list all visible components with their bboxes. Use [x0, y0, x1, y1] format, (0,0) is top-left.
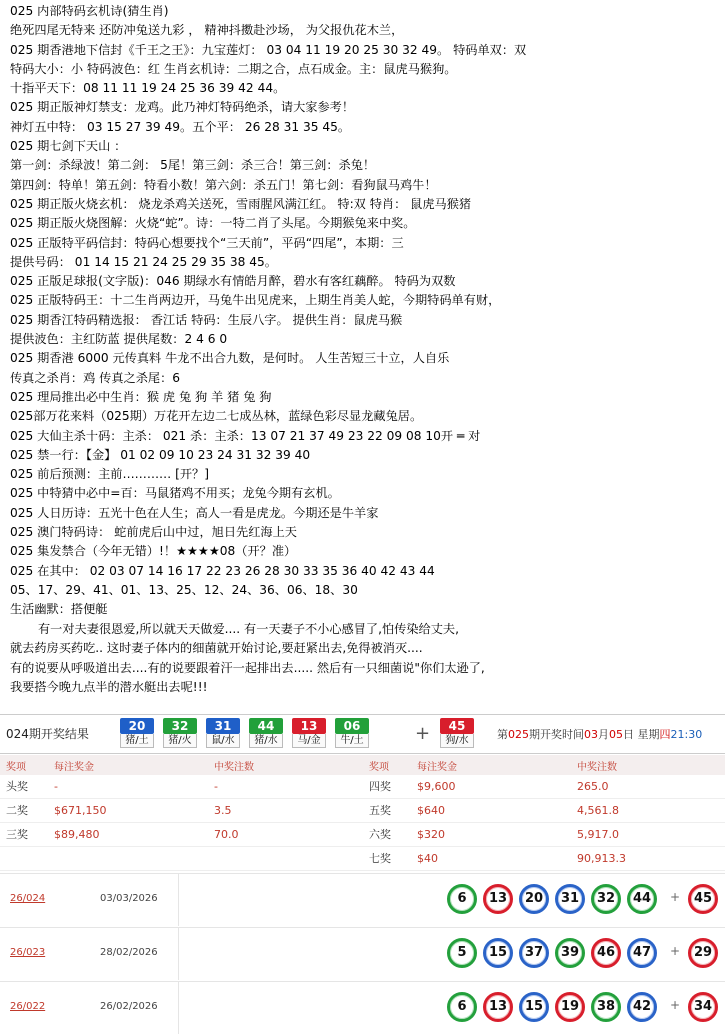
text-line: 绝死四尾无特来 还防冲兔送九彩 ， 精神抖擞赴沙场， 为父报仇花木兰， — [10, 23, 404, 38]
prize-name: 五奖 — [363, 798, 411, 822]
draw-ball: 47 — [627, 938, 657, 968]
prediction-lines — [10, 2, 725, 620]
text-line: 第一剑：杀绿波！第二剑： 5尾！第三剑：杀三合！第三剑：杀兔！ — [10, 158, 376, 173]
draw-ball: 37 — [519, 938, 549, 968]
prize-money: $640 — [411, 798, 571, 822]
draw-row — [0, 873, 725, 926]
prize-table-header — [0, 755, 725, 775]
prize-name: 二奖 — [0, 798, 48, 822]
joke-line: 就去药房买药吃.. 这时妻子体内的细菌就开始讨论,要赶紧出去,免得被消灭.... — [10, 641, 423, 656]
text-line: 025 期香港地下信封《千王之王》：九宝莲灯： 03 04 11 19 20 25 30 32 49。 特码单双：双 — [10, 42, 527, 57]
joke-line: 有一对夫妻很恩爱,所以就天天做爱.... 有一天妻子不小心感冒了,怕传染给丈夫, — [38, 621, 459, 636]
draw-ball: 5 — [447, 938, 477, 968]
text-line: 05、17、29、41、01、13、25、12、24、36、06、18、30 — [10, 582, 358, 597]
text-line: 025 禁一行：【金】 01 02 09 10 23 24 31 32 39 40 — [10, 447, 311, 462]
draw-divider — [178, 874, 179, 926]
draw-divider — [178, 982, 179, 1034]
text-line: 提供号码： 01 14 15 21 24 25 29 35 38 45。 — [10, 254, 277, 269]
draw-plus: + — [670, 998, 681, 1012]
prize-name: 三奖 — [0, 822, 48, 846]
result-ball-number: 20 — [120, 718, 154, 734]
draw-date: 26/02/2026 — [100, 1001, 158, 1012]
text-line: 025 理局推出必中生肖：猴 虎 兔 狗 羊 猪 兔 狗 — [10, 389, 272, 404]
draw-ball: 39 — [555, 938, 585, 968]
special-ball-number: 45 — [440, 718, 474, 734]
draw-date: 28/02/2026 — [100, 947, 158, 958]
draw-plus: + — [670, 944, 681, 958]
prize-count: - — [208, 775, 363, 798]
special-ball-zodiac: 狗/水 — [440, 734, 474, 748]
result-ball-number: 06 — [335, 718, 369, 734]
draw-ball: 42 — [627, 992, 657, 1022]
result-ball — [163, 718, 197, 749]
draw-ball: 46 — [591, 938, 621, 968]
draw-ball: 32 — [591, 884, 621, 914]
draw-ball: 13 — [483, 884, 513, 914]
prize-name: 七奖 — [363, 846, 411, 870]
draw-special-ball: 45 — [688, 884, 718, 914]
text-line: 025 正版特平码信封：特码心想要找个“三天前”，平码“四尾”，本期：三 — [10, 235, 404, 250]
result-ball — [206, 718, 240, 749]
draw-ball: 15 — [483, 938, 513, 968]
draw-history — [0, 873, 725, 1033]
text-line: 神灯五中特： 03 15 27 39 49。五个平： 26 28 31 35 45。 — [10, 119, 351, 134]
latest-result-bar — [0, 714, 725, 754]
result-ball-zodiac: 猪/火 — [163, 734, 197, 748]
prize-count: 90,913.3 — [571, 846, 725, 870]
joke-line: 有的说要从呼吸道出去....有的说要跟着汗一起排出去..... 然后有一只细菌说"你们太逊了, — [10, 660, 485, 675]
result-plus: + — [415, 723, 431, 744]
text-line: 第四剑：特单！第五剑：特看小数！第六剑：杀五门！第七剑：看狗鼠马鸡牛！ — [10, 177, 437, 192]
text-line: 025 内部特码玄机诗(猜生肖) — [10, 4, 169, 18]
text-line: 025 澳门特码诗： 蛇前虎后山中过，旭日先红海上天 — [10, 525, 297, 540]
draw-issue-link[interactable]: 26/024 — [10, 893, 46, 904]
joke-line: 我要搭今晚九点半的潜水艇出去呢!!! — [10, 680, 208, 695]
prize-name: 四奖 — [363, 775, 411, 798]
draw-ball: 38 — [591, 992, 621, 1022]
result-ball-zodiac: 猪/土 — [120, 734, 154, 748]
result-ball — [292, 718, 326, 749]
text-line: 025 在其中： 02 03 07 14 16 17 22 23 26 28 30 33 35 36 40 42 43 44 — [10, 563, 435, 578]
result-ball-number: 13 — [292, 718, 326, 734]
text-line: 025 人日历诗：五光十色在人生；高人一看是虎龙。今期还是牛羊家 — [10, 505, 379, 520]
result-ball-number: 44 — [249, 718, 283, 734]
text-line: 特码大小：小 特码波色：红 生肖玄机诗：二期之合，点石成金。主：鼠虎马猴狗。 — [10, 61, 457, 76]
prize-row — [0, 798, 725, 822]
prize-name: 六奖 — [363, 822, 411, 846]
text-line: 提供波色：主红防蓝 提供尾数：2 4 6 0 — [10, 332, 228, 347]
draw-ball: 20 — [519, 884, 549, 914]
prize-money: - — [48, 775, 208, 798]
draw-ball: 13 — [483, 992, 513, 1022]
prize-count: 4,561.8 — [571, 798, 725, 822]
draw-ball: 6 — [447, 992, 477, 1022]
result-ball-zodiac: 猪/水 — [249, 734, 283, 748]
draw-issue-link[interactable]: 26/023 — [10, 947, 46, 958]
text-line: 025 前后预测：主前………… [开？] — [10, 467, 209, 482]
text-line: 025 正版足球报(文字版)：046 期绿水有情皓月醉，碧水有客红藕醉。 特码为双数 — [10, 274, 456, 289]
prize-row — [0, 775, 725, 798]
draw-ball: 15 — [519, 992, 549, 1022]
draw-ball: 19 — [555, 992, 585, 1022]
result-ball-number: 32 — [163, 718, 197, 734]
text-line: 025 大仙主杀十码：主杀： 021 杀：主杀：13 07 21 37 49 23 22 09 08 10开 ═ 对 — [10, 428, 481, 443]
header-money: 每注奖金 — [48, 755, 208, 775]
prize-count: 265.0 — [571, 775, 725, 798]
result-ball-zodiac: 鼠/水 — [206, 734, 240, 748]
draw-row — [0, 927, 725, 980]
next-draw-info: 第025期开奖时间03月05日 星期四21:30 — [497, 728, 703, 741]
prize-empty-cell — [0, 846, 48, 870]
prize-money: $40 — [411, 846, 571, 870]
text-line: 025 期正版神灯禁支：龙鸡。此乃神灯特码绝杀，请大家参考！ — [10, 100, 355, 115]
result-ball-zodiac: 牛/土 — [335, 734, 369, 748]
text-line: 025 期七剑下天山 ： — [10, 139, 127, 154]
prize-money: $671,150 — [48, 798, 208, 822]
draw-plus: + — [670, 890, 681, 904]
text-line: 025部万花来料（025期）万花开左边二七成丛林，蓝绿色彩尽显龙藏兔居。 — [10, 409, 423, 424]
result-ball-zodiac: 马/金 — [292, 734, 326, 748]
result-label: 024期开奖结果 — [6, 727, 89, 741]
prize-name: 头奖 — [0, 775, 48, 798]
prize-count: 70.0 — [208, 822, 363, 846]
draw-issue-link[interactable]: 26/022 — [10, 1001, 46, 1012]
prize-empty-cell — [208, 846, 363, 870]
result-ball — [335, 718, 369, 749]
prize-money: $9,600 — [411, 775, 571, 798]
special-ball — [440, 718, 474, 749]
result-ball — [249, 718, 283, 749]
result-ball — [120, 718, 154, 749]
draw-ball: 6 — [447, 884, 477, 914]
draw-ball: 44 — [627, 884, 657, 914]
prize-money: $89,480 — [48, 822, 208, 846]
header-money: 每注奖金 — [411, 755, 571, 775]
text-line: 025 期正版火烧玄机： 烧龙杀鸡关送死，雪雨腥风满江红。 特:双 特肖： 鼠虎马猴猪 — [10, 196, 472, 211]
text-line: 025 期香港 6000 元传真料 牛龙不出合九数，是何时。 人生苦短三十立，人自乐 — [10, 351, 450, 366]
header-prize: 奖项 — [0, 755, 48, 775]
header-count: 中奖注数 — [571, 755, 725, 775]
text-line: 十指平天下：08 11 11 19 24 25 36 39 42 44。 — [10, 81, 286, 96]
draw-special-ball: 34 — [688, 992, 718, 1022]
result-ball-number: 31 — [206, 718, 240, 734]
draw-row — [0, 981, 725, 1034]
draw-ball: 31 — [555, 884, 585, 914]
header-count: 中奖注数 — [208, 755, 363, 775]
prize-table — [0, 755, 725, 871]
prize-row — [0, 822, 725, 846]
text-line: 传真之杀肖：鸡 传真之杀尾：6 — [10, 370, 181, 385]
draw-divider — [178, 928, 179, 980]
text-line: 025 正版特码王：十二生肖两边开，马兔牛出见虎来，上期生肖美人蛇，今期特码单有财， — [10, 293, 501, 308]
text-line: 025 期香江特码精选报： 香江话 特码：生辰八字。 提供生肖：鼠虎马猴 — [10, 312, 403, 327]
draw-special-ball: 29 — [688, 938, 718, 968]
prize-empty-cell — [48, 846, 208, 870]
joke-section — [10, 620, 725, 698]
text-line: 生活幽默：搭便艇 — [10, 602, 108, 617]
prize-count: 5,917.0 — [571, 822, 725, 846]
draw-date: 03/03/2026 — [100, 893, 158, 904]
prize-row — [0, 846, 725, 870]
prize-money: $320 — [411, 822, 571, 846]
prize-count: 3.5 — [208, 798, 363, 822]
text-line: 025 中特猜中必中=百：马鼠猪鸡不用买；龙兔今期有玄机。 — [10, 486, 340, 501]
header-prize: 奖项 — [363, 755, 411, 775]
text-line: 025 集发禁合（今年无错）!！★★★★08（开？准） — [10, 544, 297, 559]
text-line: 025 期正版火烧图解：火烧“蛇”。诗：一特二肖了头尾。今期猴兔来中奖。 — [10, 216, 416, 231]
